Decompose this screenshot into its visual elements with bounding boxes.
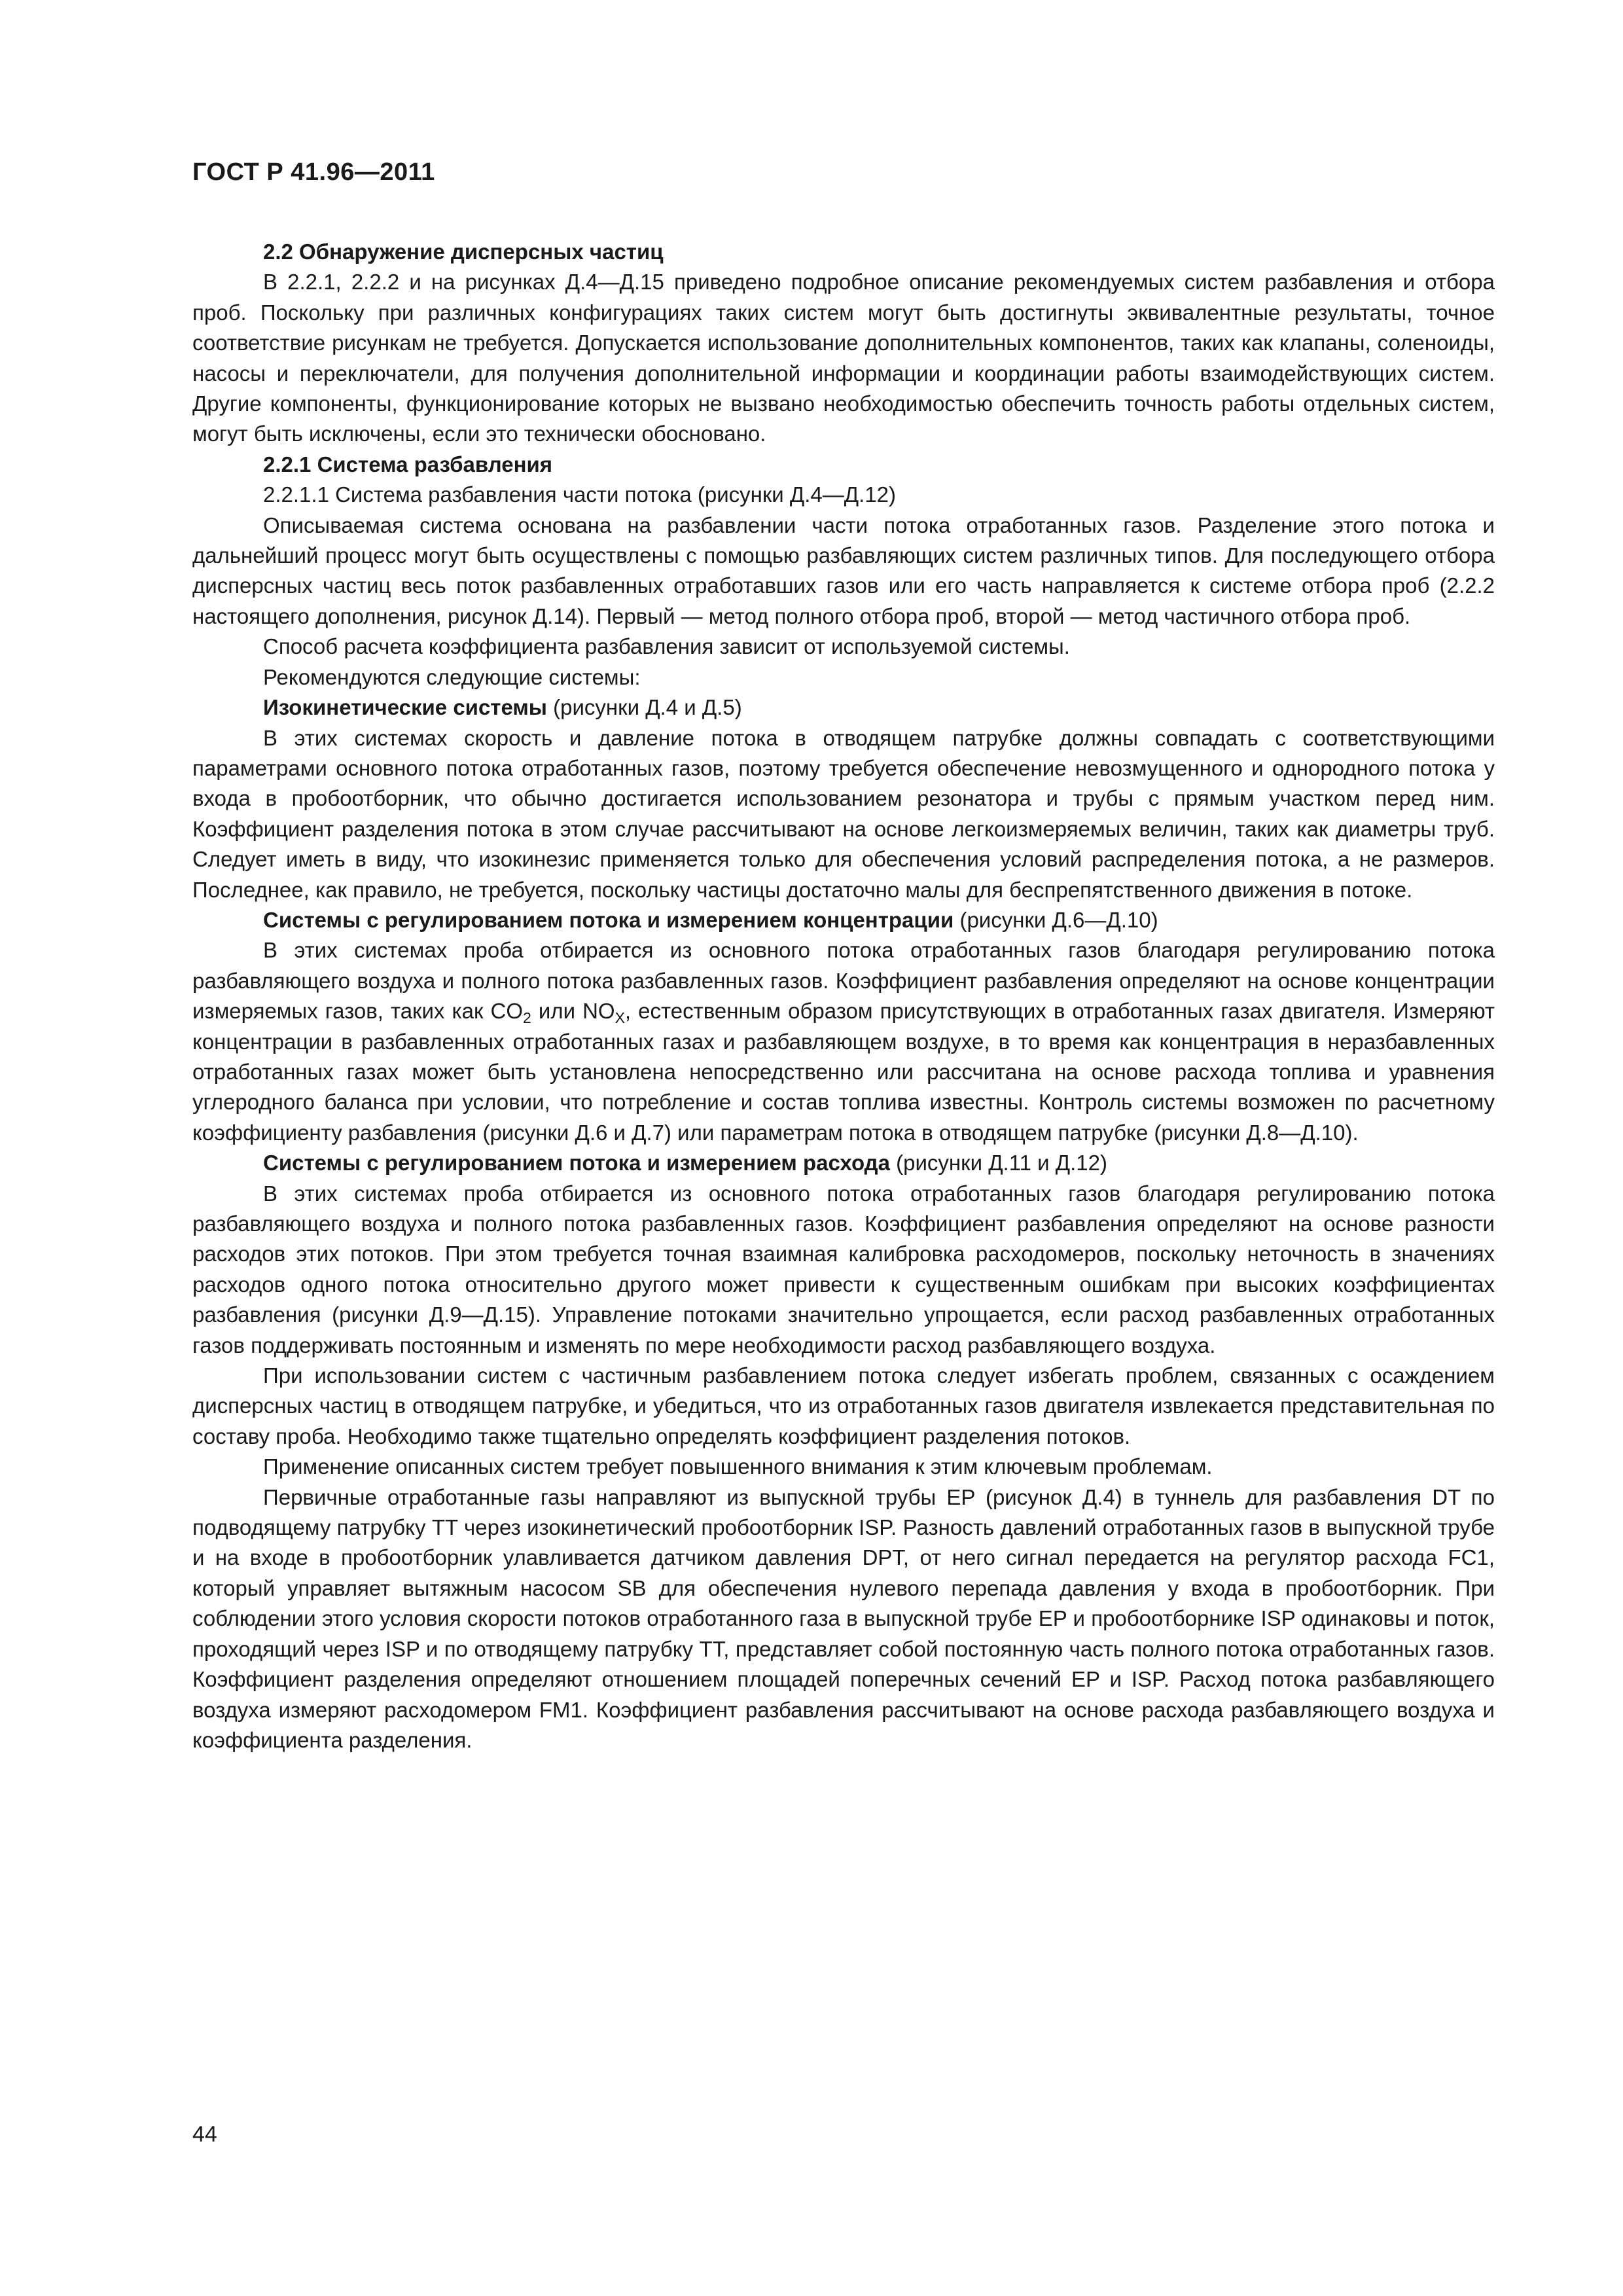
section-heading-2-2: 2.2 Обнаружение дисперсных частиц [263, 240, 664, 264]
paragraph: В этих системах скорость и давление потока в отводящем патрубке должны совпадать с соответствующими параметрами основного потока отработанных газов, поэтому требуется обеспечение невозмущенного и однородного потока у входа в пробоотборник, что обычно достигается использованием резонатора и трубы с прямым участком перед ним. Коэффициент разделения потока в этом случае рассчитывают на основе легкоизмеряемых величин, таких как диаметры труб. Следует иметь в виду, что изокинезис применяется только для обеспечения условий распределения потока, а не размеров. Последнее, как правило, не требуется, поскольку частицы достаточно малы для беспрепятственного движения в потоке. [192, 725, 1495, 902]
figure-reference: (рисунки Д.11 и Д.12) [889, 1151, 1107, 1175]
figure-reference: (рисунки Д.6—Д.10) [954, 907, 1158, 932]
paragraph: В 2.2.1, 2.2.2 и на рисунках Д.4—Д.15 приведено подробное описание рекомендуемых систем разбавления и отбора проб. Поскольку при различных конфигурациях таких систем могут быть достигнуты эквивалентные результаты, точное соответствие рисункам не требуется. Допускается использование дополнительных компонентов, таких как клапаны, соленоиды, насосы и переключатели, для получения дополнительной информации и координации работы взаимодействующих систем. Другие компоненты, функционирование которых не вызвано необходимостью обеспечить точность работы отдельных систем, могут быть исключены, если это технически обосновано. [192, 270, 1495, 446]
subsection-heading-2-2-1-1: 2.2.1.1 Система разбавления части потока (рисунки Д.4—Д.12) [263, 482, 896, 507]
paragraph: Применение описанных систем требует повышенного внимания к этим ключевым проблемам. [263, 1454, 1213, 1479]
figure-reference: (рисунки Д.4 и Д.5) [546, 695, 742, 720]
paragraph: Описываемая система основана на разбавлении части потока отработанных газов. Разделение этого потока и дальнейший процесс могут быть осуществлены с помощью разбавляющих систем различных типов. Для последующего отбора дисперсных частиц весь поток разбавленных отработавших газов или его часть направляется к системе отбора проб (2.2.2 настоящего дополнения, рисунок Д.14). Первый — метод полного отбора проб, второй — метод частичного отбора проб. [192, 512, 1495, 628]
system-type-flow [192, 1148, 1495, 1178]
system-type-isokinetic [192, 692, 1495, 723]
system-type-title: Системы с регулированием потока и измерением концентрации [263, 907, 954, 932]
paragraph: В этих системах проба отбирается из основного потока отработанных газов благодаря регулированию потока разбавляющего воздуха и полного потока разбавленных газов. Коэффициент разбавления определяют на основе разности расходов этих потоков. При этом требуется точная взаимная калибровка расходомеров, поскольку неточность в значениях расходов одного потока относительно другого может привести к существенным ошибкам при высоких коэффициентах разбавления (рисунки Д.9—Д.15). Управление потоками значительно упрощается, если расход разбавленных отработанных газов поддерживать постоянным и изменять по мере необходимости расход разбавляющего воздуха. [192, 1181, 1495, 1357]
paragraph: Первичные отработанные газы направляют из выпускной трубы EP (рисунок Д.4) в туннель для разбавления DT по подводящему патрубку TT через изокинетический пробоотборник ISP. Разность давлений отработанных газов в выпускной трубе и на входе в пробоотборник улавливается датчиком давления DPT, от него сигнал передается на регулятор расхода FC1, который управляет вытяжным насосом SB для обеспечения нулевого перепада давления у входа в пробоотборник. При соблюдении этого условия скорости потоков отработанного газа в выпускной трубе EP и пробоотборнике ISP одинаковы и поток, проходящий через ISP и по отводящему патрубку TT, представляет собой постоянную часть полного потока отработанных газов. Коэффициент разделения определяют отношением площадей поперечных сечений EP и ISP. Расход потока разбавляющего воздуха измеряют расходомером FM1. Коэффициент разбавления рассчитывают на основе расхода разбавляющего воздуха и коэффициента разделения. [192, 1484, 1495, 1752]
subscript: 2 [523, 1009, 531, 1027]
subscript: X [615, 1009, 625, 1027]
page-number: 44 [192, 2122, 217, 2147]
paragraph: Способ расчета коэффициента разбавления зависит от используемой системы. [263, 634, 1070, 659]
paragraph: Рекомендуются следующие системы: [263, 664, 641, 689]
paragraph: В этих системах проба отбирается из основного потока отработанных газов благодаря регулированию потока разбавляющего воздуха и полного потока разбавленных газов. Коэффициент разбавления определяют на основе концентрации измеряемых газов, таких как $CO_2$ или $NO_X$, естественным образом присутствующих в отработанных газах двигателя. Измеряют концентрации в разбавленных отработанных газах и разбавляющем воздухе, в то время как концентрация в неразбавленных отработанных газах может быть установлена непосредственно или рассчитана на основе расхода топлива и уравнения углеродного баланса при условии, что потребление и состав топлива известны. Контроль системы возможен по расчетному коэффициенту разбавления (рисунки Д.6 и Д.7) или параметрам потока в отводящем патрубке (рисунки Д.8—Д.10). [192, 938, 1495, 1145]
body-text [192, 237, 1495, 1755]
system-type-concentration [192, 905, 1495, 935]
section-heading-2-2-1: 2.2.1 Система разбавления [263, 452, 553, 476]
standard-header: ГОСТ Р 41.96—2011 [192, 158, 435, 186]
system-type-title: Системы с регулированием потока и измерением расхода [263, 1151, 890, 1175]
system-type-title: Изокинетические системы [263, 695, 547, 720]
paragraph: При использовании систем с частичным разбавлением потока следует избегать проблем, связанных с осаждением дисперсных частиц в отводящем патрубке, и убедиться, что из отработанных газов двигателя извлекается представительная по составу проба. Необходимо также тщательно определять коэффициент разделения потоков. [192, 1363, 1495, 1448]
